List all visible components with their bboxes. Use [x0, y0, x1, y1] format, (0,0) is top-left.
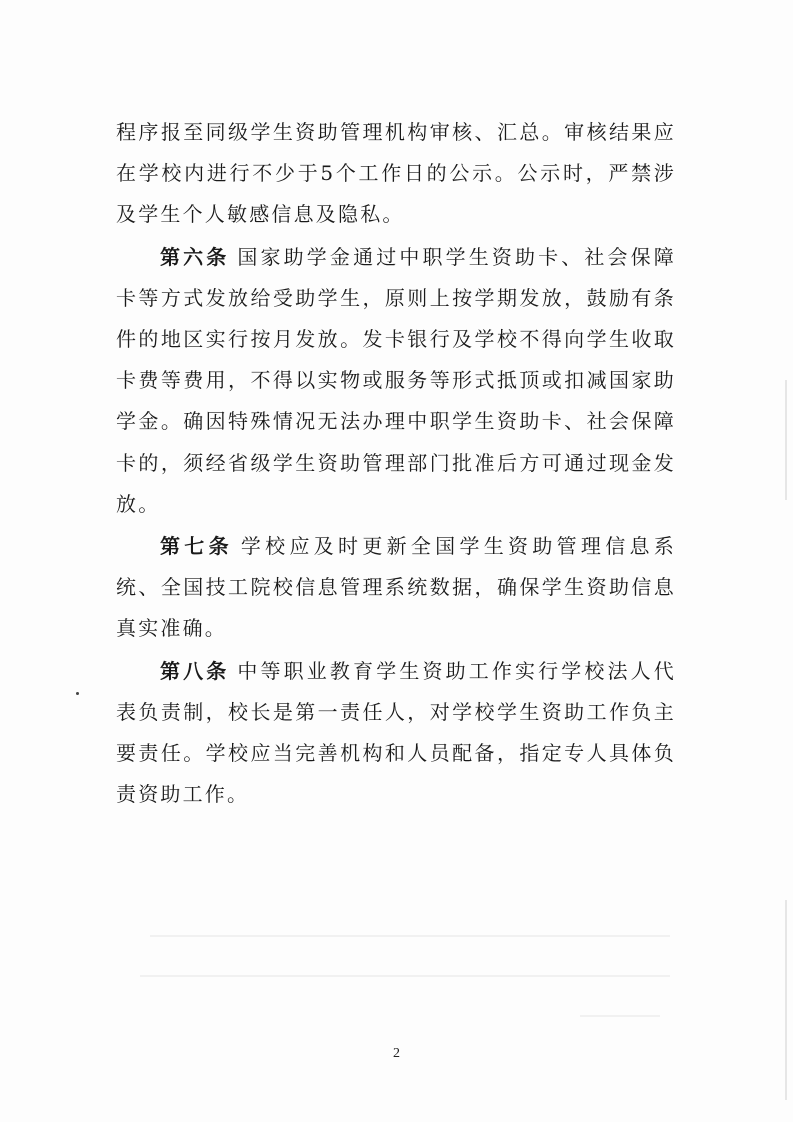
scan-edge-mark	[785, 900, 787, 1100]
scan-ghost-line	[150, 935, 670, 937]
paragraph-article-6	[116, 237, 676, 525]
paragraph-article-7	[116, 526, 676, 650]
paragraph-text: 中等职业教育学生资助工作实行学校法人代表负责制，校长是第一责任人，对学校学生资助工作负主要责任。学校应当完善机构和人员配备，指定专人具体负责资助工作。	[116, 658, 676, 807]
scan-edge-mark	[785, 380, 787, 500]
paragraph-continued	[116, 112, 676, 236]
article-label: 第六条	[160, 244, 230, 269]
paragraph-text: 程序报至同级学生资助管理机构审核、汇总。审核结果应在学校内进行不少于5个工作日的公示。公示时，严禁涉及学生个人敏感信息及隐私。	[116, 120, 676, 227]
article-label: 第七条	[160, 534, 233, 559]
paragraph-article-8	[116, 651, 676, 816]
article-label: 第八条	[160, 658, 230, 683]
paragraph-text: 学校应及时更新全国学生资助管理信息系统、全国技工院校信息管理系统数据，确保学生资助信息真实准确。	[116, 534, 676, 641]
body-text	[116, 112, 676, 816]
margin-dot	[76, 692, 79, 695]
paragraph-text: 国家助学金通过中职学生资助卡、社会保障卡等方式发放给受助学生，原则上按学期发放，鼓励有条件的地区实行按月发放。发卡银行及学校不得向学生收取卡费等费用，不得以实物或服务等形式抵顶或扣减国家助学金。确因特殊情况无法办理中职学生资助卡、社会保障卡的，须经省级学生资助管理部门批准后方可通过现金发放。	[116, 244, 676, 516]
scan-ghost-line	[580, 1015, 660, 1017]
scan-ghost-line	[140, 975, 670, 977]
page-number: 2	[393, 1046, 400, 1061]
